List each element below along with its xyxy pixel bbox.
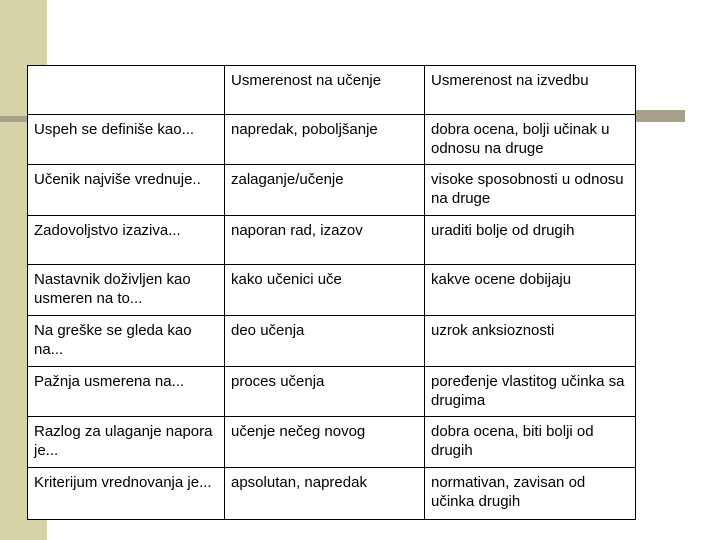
learning-cell: zalaganje/učenje <box>225 165 425 216</box>
table-header-row <box>28 66 636 115</box>
row-label: Kriterijum vrednovanja je... <box>28 468 225 520</box>
table-row <box>28 115 636 165</box>
performance-cell: normativan, zavisan od učinka drugih <box>425 468 636 520</box>
table-row <box>28 468 636 520</box>
learning-cell: učenje nečeg novog <box>225 417 425 468</box>
row-label: Zadovoljstvo izaziva... <box>28 216 225 265</box>
header-empty-cell <box>28 66 225 115</box>
comparison-table <box>27 65 636 520</box>
performance-cell: poređenje vlastitog učinka sa drugima <box>425 367 636 417</box>
learning-cell: apsolutan, napredak <box>225 468 425 520</box>
row-label: Učenik najviše vrednuje.. <box>28 165 225 216</box>
performance-cell: dobra ocena, bolji učinak u odnosu na druge <box>425 115 636 165</box>
row-label: Razlog za ulaganje napora je... <box>28 417 225 468</box>
table-row <box>28 165 636 216</box>
header-learning-orientation: Usmerenost na učenje <box>225 66 425 115</box>
table-row <box>28 316 636 367</box>
row-label: Pažnja usmerena na... <box>28 367 225 417</box>
performance-cell: kakve ocene dobijaju <box>425 265 636 316</box>
learning-cell: kako učenici uče <box>225 265 425 316</box>
performance-cell: visoke sposobnosti u odnosu na druge <box>425 165 636 216</box>
table-row <box>28 367 636 417</box>
row-label: Na greške se gleda kao na... <box>28 316 225 367</box>
learning-cell: proces učenja <box>225 367 425 417</box>
performance-cell: uzrok anksioznosti <box>425 316 636 367</box>
table-row <box>28 417 636 468</box>
table-row <box>28 216 636 265</box>
learning-cell: napredak, poboljšanje <box>225 115 425 165</box>
learning-cell: deo učenja <box>225 316 425 367</box>
row-label: Uspeh se definiše kao... <box>28 115 225 165</box>
learning-cell: naporan rad, izazov <box>225 216 425 265</box>
performance-cell: uraditi bolje od drugih <box>425 216 636 265</box>
row-label: Nastavnik doživljen kao usmeren na to... <box>28 265 225 316</box>
header-performance-orientation: Usmerenost na izvedbu <box>425 66 636 115</box>
table-row <box>28 265 636 316</box>
performance-cell: dobra ocena, biti bolji od drugih <box>425 417 636 468</box>
